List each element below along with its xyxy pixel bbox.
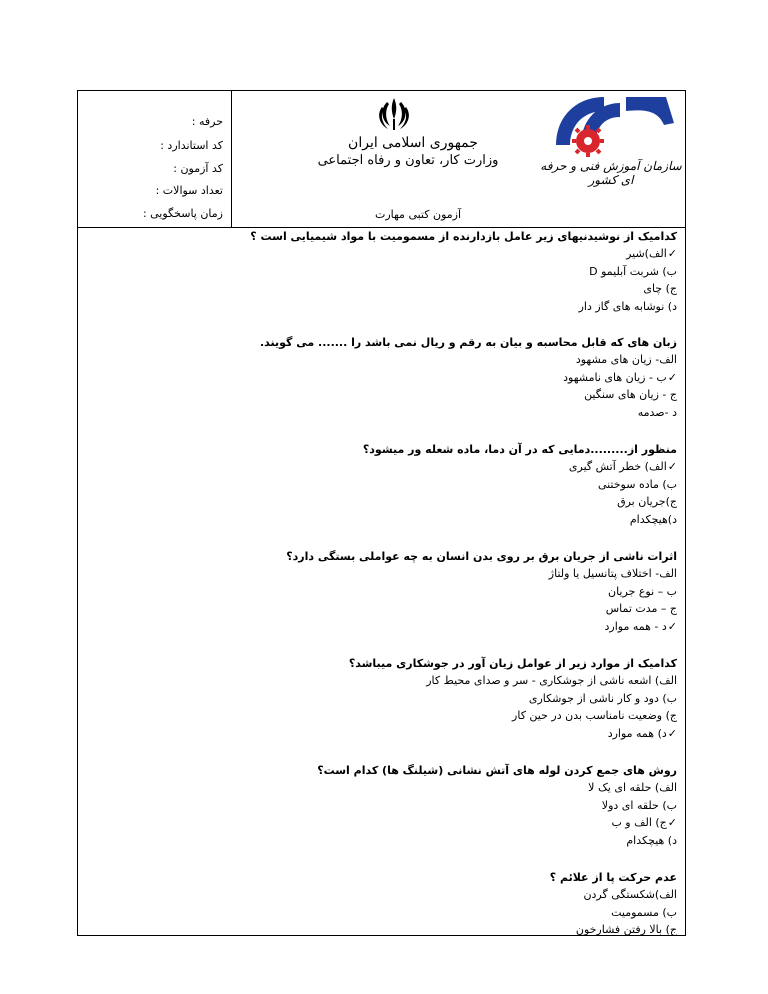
exam-info-column xyxy=(78,91,231,227)
question-text: کدامیک از نوشیدنیهای زیر عامل بازدارنده از مسمومیت با مواد شیمیایی است ؟ xyxy=(250,230,677,243)
exam-header xyxy=(78,91,685,228)
question-1 xyxy=(250,228,677,315)
answer-option[interactable]: ب) دود و کار ناشی از جوشکاری xyxy=(528,691,677,705)
info-exam-code: کد آزمون : xyxy=(173,162,223,175)
gov-title: جمهوری اسلامی ایران xyxy=(348,135,478,151)
question-text: کدامیک از موارد زیر از عوامل زیان آور در جوشکاری میباشد؟ xyxy=(348,657,677,670)
answer-option[interactable]: ✓ج) الف و ب xyxy=(317,814,677,832)
answer-option[interactable]: ✓الف) خطر آتش گیری xyxy=(363,458,677,476)
answer-option[interactable]: ج - زیان های سنگین xyxy=(584,388,677,401)
organization-name: سازمان آموزش فنی و حرفه ای کشور xyxy=(540,159,682,187)
answer-option[interactable]: ✓ب - زیان های نامشهود xyxy=(260,369,677,387)
answer-option[interactable]: د) نوشابه های گاز دار xyxy=(578,299,677,313)
question-7 xyxy=(550,869,677,939)
answer-option[interactable]: ج) بالا رفتن فشارخون xyxy=(575,923,677,936)
answer-option[interactable]: ب) مسمومیت xyxy=(611,905,677,919)
question-text: منظور از.........دمایی که در آن دما، ماده شعله ور میشود؟ xyxy=(362,443,677,456)
answer-option[interactable]: ج – مدت تماس xyxy=(605,602,677,615)
check-icon: ✓ xyxy=(667,370,677,384)
answer-option[interactable]: ب) ماده سوختنی xyxy=(597,477,677,491)
answer-option[interactable]: ج) وضعیت نامناسب بدن در حین کار xyxy=(512,709,677,722)
info-question-count: تعداد سوالات : xyxy=(155,184,223,197)
question-2 xyxy=(260,334,677,421)
answer-option[interactable]: ب) حلقه ای دولا xyxy=(601,798,677,812)
check-icon: ✓ xyxy=(667,247,677,260)
check-icon: ✓ xyxy=(667,619,677,633)
answer-option[interactable]: الف) اشعه ناشی از جوشکاری - سر و صدای محیط کار xyxy=(426,674,677,687)
answer-option[interactable]: ج) چای xyxy=(643,282,677,295)
answer-option[interactable]: ب – نوع جریان xyxy=(607,584,677,598)
answer-option[interactable]: د -صدمه xyxy=(637,405,677,419)
question-text: اثرات ناشی از جریان برق بر روی بدن انسان به چه عواملی بستگی دارد؟ xyxy=(286,550,677,563)
answer-option[interactable]: د)هیچکدام xyxy=(629,512,677,526)
ministry-name: وزارت کار، تعاون و رفاه اجتماعی xyxy=(317,153,499,168)
iran-emblem-icon xyxy=(374,95,414,133)
answer-option[interactable]: الف- اختلاف پتانسیل یا ولتاژ xyxy=(548,567,677,580)
check-icon: ✓ xyxy=(667,726,677,740)
question-text: روش های جمع کردن لوله های آتش نشانی (شیلنگ ها) کدام است؟ xyxy=(317,764,677,777)
answer-option[interactable]: الف)شکستگی گردن xyxy=(583,888,677,901)
question-text: عدم حرکت پا از علائم ؟ xyxy=(549,871,677,884)
answer-option[interactable]: ✓الف)شیر xyxy=(250,245,677,263)
question-text: زبان های که قابل محاسبه و بیان به رقم و ریال نمی باشد را ....... می گویند. xyxy=(259,336,677,349)
answer-option[interactable]: ✓د) همه موارد xyxy=(349,725,677,743)
answer-option[interactable]: ج)جریان برق xyxy=(617,495,677,508)
answer-option[interactable]: ✓د - همه موارد xyxy=(286,618,677,636)
answer-option[interactable]: الف) حلقه ای یک لا xyxy=(588,781,677,794)
question-5 xyxy=(349,655,677,742)
info-profession: حرفه : xyxy=(191,115,223,128)
answer-option[interactable]: د) هیچکدام xyxy=(626,833,677,847)
question-3 xyxy=(363,441,677,528)
answer-option[interactable]: الف- زیان های مشهود xyxy=(575,353,677,366)
answer-option[interactable]: ب) شربت آبلیمو D xyxy=(589,264,677,278)
exam-sheet xyxy=(77,90,686,936)
question-4 xyxy=(286,548,677,635)
info-answer-time: زمان پاسخگویی : xyxy=(142,207,223,220)
header-divider xyxy=(231,91,232,227)
exam-title: آزمون کتبی مهارت xyxy=(374,208,462,221)
info-standard-code: کد استاندارد : xyxy=(160,139,223,152)
question-6 xyxy=(317,762,677,849)
check-icon: ✓ xyxy=(667,816,677,829)
check-icon: ✓ xyxy=(667,460,677,473)
